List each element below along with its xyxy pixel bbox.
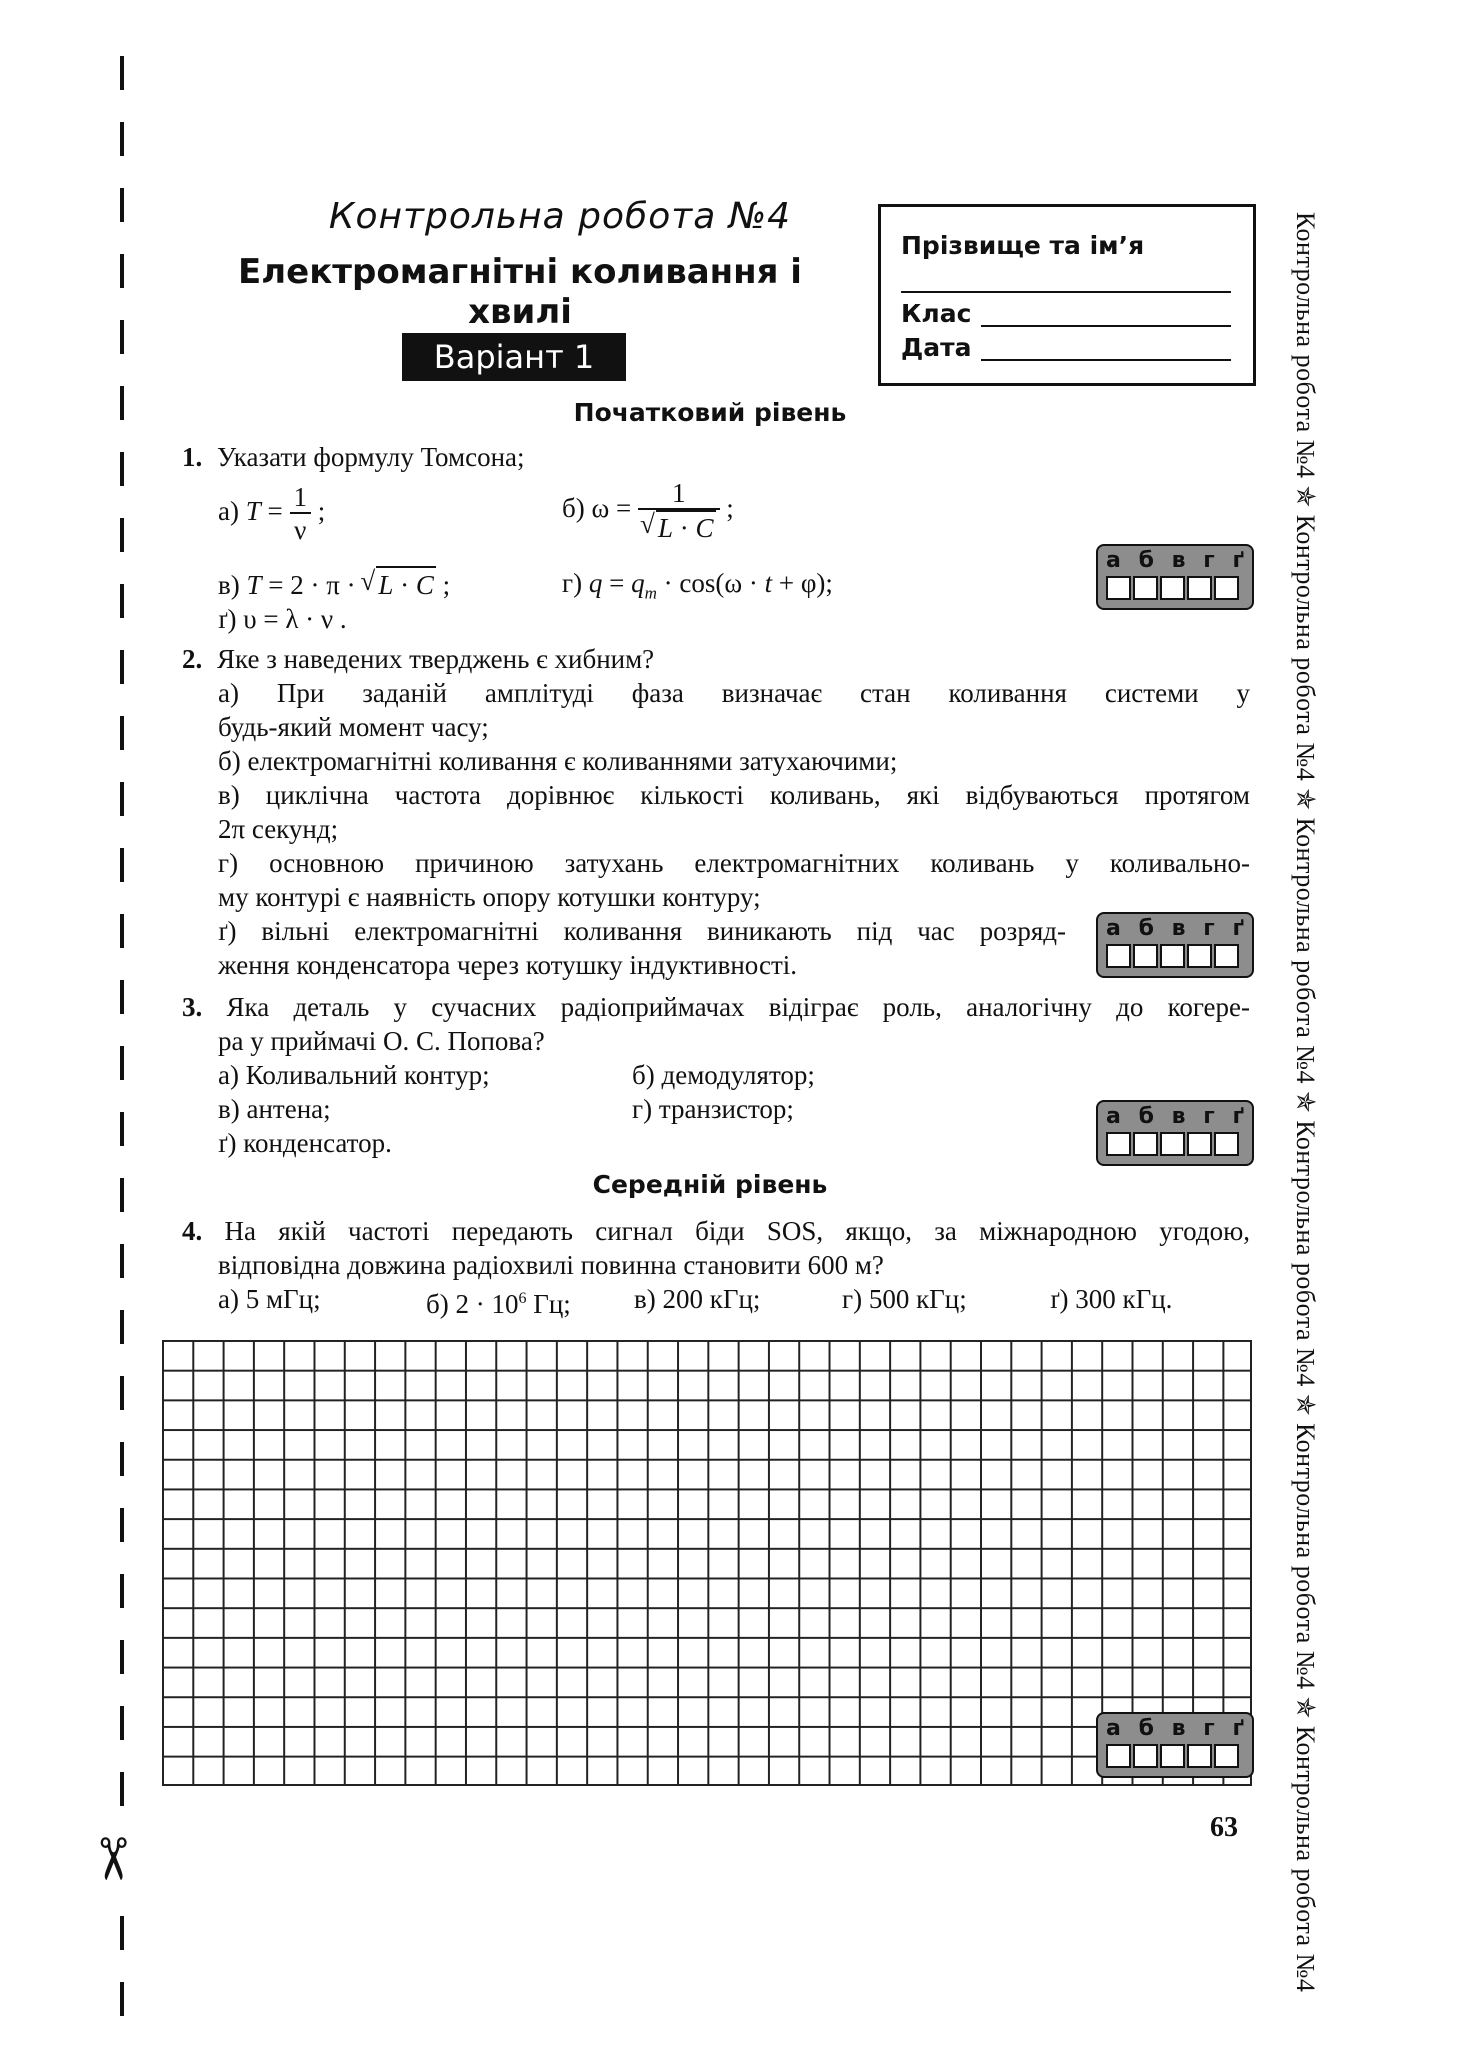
question-text-cont: відповідна довжина радіохвилі повинна становити 600 м?	[218, 1250, 884, 1280]
cut-dash	[120, 1244, 124, 1278]
option-v-cont: 2π секунд;	[218, 814, 339, 844]
cut-dash	[120, 452, 124, 486]
section-middle-level: Середній рівень	[592, 1170, 828, 1199]
answer-cell[interactable]	[1133, 1744, 1158, 1768]
option-g: г) транзистор;	[632, 1094, 794, 1124]
answer-box-q1: а б в г ґ	[1096, 544, 1254, 610]
option-gg: ґ) 300 кГц.	[1050, 1284, 1173, 1314]
cut-dash	[120, 782, 124, 816]
question-text: Яке з наведених тверджень є хибним?	[217, 644, 655, 674]
page-title: Електромагнітні коливання і хвилі	[238, 252, 802, 332]
option-b: б) $2 \cdot 10^6$ Гц;	[426, 1289, 571, 1319]
question-2	[182, 642, 654, 676]
question-1	[182, 440, 525, 474]
answer-cell[interactable]	[1187, 1744, 1212, 1768]
option-label: г)	[562, 568, 583, 598]
answer-box-q2: а б в г ґ	[1096, 912, 1254, 978]
option-g: г) $q = q_m \cdot \cos(\omega \cdot t + \varphi)$;	[562, 568, 833, 603]
answer-cell[interactable]	[1160, 1744, 1185, 1768]
option-a: а) При заданій амплітуді фаза визначає стан коливання системи у	[218, 678, 1250, 708]
answer-cell[interactable]	[1187, 576, 1212, 600]
answer-cell[interactable]	[1106, 944, 1131, 968]
question-text: Указати формулу Томсона;	[217, 442, 525, 472]
answer-cell[interactable]	[1160, 576, 1185, 600]
question-3	[182, 990, 1250, 1024]
option-gg: ґ) υ = λ · ν .	[218, 604, 347, 634]
answer-cell[interactable]	[1160, 944, 1185, 968]
class-field[interactable]	[981, 325, 1231, 327]
option-v: в) антена;	[218, 1094, 331, 1124]
subtitle: Контрольна робота №4	[328, 196, 792, 237]
answer-cell[interactable]	[1133, 944, 1158, 968]
answer-cell[interactable]	[1187, 944, 1212, 968]
cut-dash	[120, 122, 124, 156]
date-label: Дата	[901, 333, 972, 362]
cut-dash	[120, 1112, 124, 1146]
answer-cell[interactable]	[1106, 1744, 1131, 1768]
option-b: б) електромагнітні коливання є коливаннями затухаючими;	[218, 746, 898, 776]
cut-dash	[120, 254, 124, 288]
question-number: 2.	[182, 644, 203, 674]
option-gg: ґ) конденсатор.	[218, 1128, 392, 1158]
answer-cell[interactable]	[1106, 1132, 1131, 1156]
solution-grid[interactable]	[162, 1340, 1252, 1786]
cut-dash	[120, 320, 124, 354]
answer-cell[interactable]	[1214, 1744, 1239, 1768]
option-label: ґ)	[218, 604, 237, 634]
cut-dash	[120, 1178, 124, 1212]
option-label: б)	[562, 493, 585, 524]
page-number: 63	[1210, 1812, 1238, 1843]
option-a: а) T = $\frac{1}{\nu}$ ;	[218, 482, 326, 545]
question-number: 4.	[182, 1216, 203, 1246]
answer-cell[interactable]	[1133, 576, 1158, 600]
option-a-cont: будь-який момент часу;	[218, 712, 489, 742]
cut-dash	[120, 980, 124, 1014]
answer-cell[interactable]	[1214, 576, 1239, 600]
name-field[interactable]	[901, 291, 1231, 293]
question-text-cont: ра у приймачі О. С. Попова?	[218, 1026, 545, 1056]
question-number: 1.	[182, 442, 203, 472]
option-a: а) 5 мГц;	[218, 1284, 321, 1314]
scissors-icon: ✂	[78, 1834, 147, 1884]
formula-fraction: $\frac{1}{\nu}$	[290, 482, 312, 546]
answer-cell[interactable]	[1160, 1132, 1185, 1156]
cut-dash	[120, 1916, 124, 1950]
student-info-box	[878, 204, 1256, 386]
option-gg-cont: ження конденсатора через котушку індуктивності.	[218, 950, 797, 980]
cut-dash	[120, 1442, 124, 1476]
cut-dash	[120, 848, 124, 882]
question-text: Яка деталь у сучасних радіоприймачах відіграє роль, аналогічну до когере-	[226, 992, 1251, 1022]
option-b: б) ω = 1 √ L · C ;	[562, 478, 734, 544]
answer-cell[interactable]	[1214, 944, 1239, 968]
cut-dash	[120, 584, 124, 618]
option-b: б) демодулятор;	[632, 1060, 815, 1090]
side-running-title: Контрольна робота №4 ✯ Контрольна робота №4 ✯ Контрольна робота №4 ✯ Контрольна робота №4 ✯ Контрольна робота №4 ✯ Контрольна робота №4	[1291, 212, 1320, 1993]
question-number: 3.	[182, 992, 203, 1022]
cut-dash	[120, 650, 124, 684]
cut-dash	[120, 914, 124, 948]
answer-cell[interactable]	[1187, 1132, 1212, 1156]
formula-fraction: 1 √ L · C	[638, 478, 720, 544]
question-text: На якій частоті передають сигнал біди SOS, якщо, за міжнародною угодою,	[224, 1216, 1250, 1246]
option-a: а) Коливальний контур;	[218, 1060, 490, 1090]
cut-dash	[120, 1706, 124, 1740]
date-field[interactable]	[981, 359, 1231, 361]
option-gg: ґ) вільні електромагнітні коливання виникають під час розряд-	[218, 916, 1066, 946]
answer-cell[interactable]	[1214, 1132, 1239, 1156]
cut-dash	[120, 1310, 124, 1344]
cut-dash	[120, 56, 124, 90]
class-label: Клас	[901, 299, 972, 328]
cut-dash	[120, 1640, 124, 1674]
section-initial-level: Початковий рівень	[573, 398, 847, 427]
answer-cell[interactable]	[1106, 576, 1131, 600]
answer-box-q4: а б в г ґ	[1096, 1712, 1254, 1778]
cut-dash	[120, 188, 124, 222]
question-4	[182, 1214, 1250, 1248]
cut-dash	[120, 518, 124, 552]
option-label: а)	[218, 496, 239, 527]
cut-dash	[120, 1376, 124, 1410]
option-v: в) 200 кГц;	[634, 1284, 761, 1314]
option-label: в)	[218, 570, 240, 600]
cut-dash	[120, 386, 124, 420]
variant-badge: Варіант 1	[402, 333, 626, 381]
cut-dash	[120, 1508, 124, 1542]
option-g-cont: му контурі є наявність опору котушки контуру;	[218, 882, 761, 912]
option-g: г) основною причиною затухань електромагнітних коливань у коливально-	[218, 848, 1250, 878]
cut-dash	[120, 1772, 124, 1806]
cut-dash	[120, 716, 124, 750]
option-v: в) T = 2 · π · √ L · C ;	[218, 566, 450, 602]
name-label: Прізвище та ім’я	[901, 231, 1145, 260]
answer-box-q3: а б в г ґ	[1096, 1100, 1254, 1166]
cut-dash	[120, 1574, 124, 1608]
option-v: в) циклічна частота дорівнює кількості коливань, які відбуваються протягом	[218, 780, 1250, 810]
cut-dash	[120, 1982, 124, 2016]
answer-cell[interactable]	[1133, 1132, 1158, 1156]
cut-dash	[120, 1046, 124, 1080]
option-g: г) 500 кГц;	[842, 1284, 967, 1314]
